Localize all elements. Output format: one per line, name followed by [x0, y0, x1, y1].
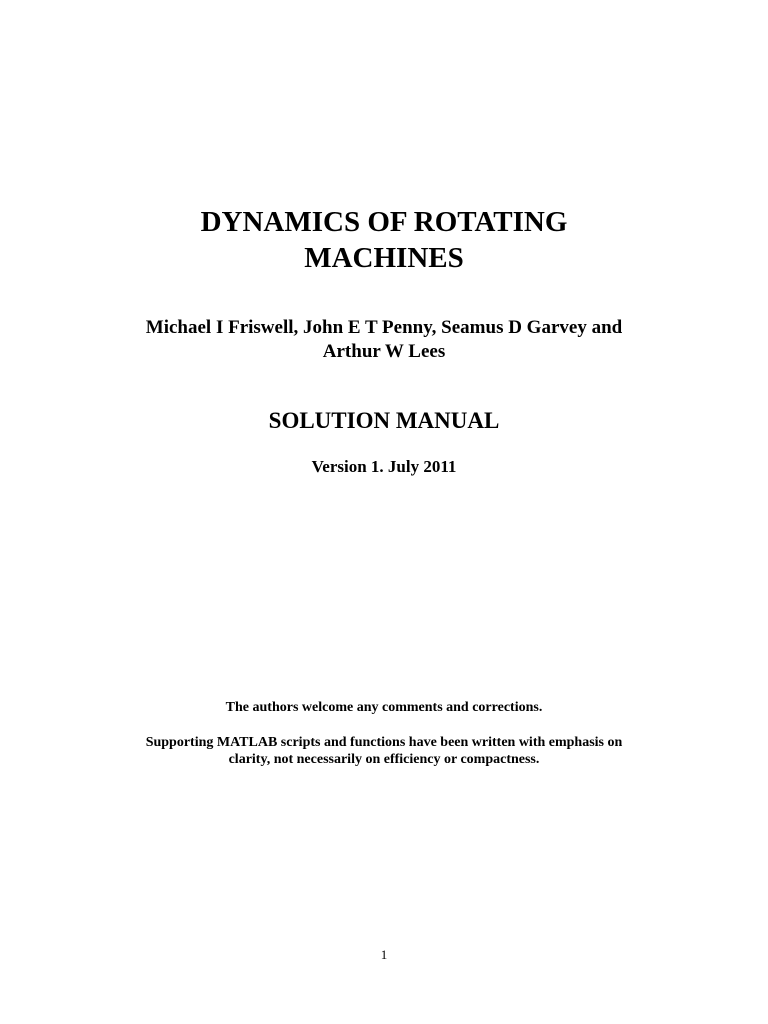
matlab-note-line-2: clarity, not necessarily on efficiency or compactness. — [228, 752, 540, 767]
document-title — [0, 204, 768, 276]
version-label: Version 1. July 2011 — [311, 457, 457, 476]
authors-line-2: Arthur W Lees — [322, 341, 446, 362]
title-line-2: MACHINES — [304, 242, 464, 274]
matlab-note-line-1: Supporting MATLAB scripts and functions have been written with emphasis on — [145, 735, 623, 750]
page-number: 1 — [380, 947, 388, 962]
comments-note: The authors welcome any comments and corrections. — [225, 700, 543, 715]
authors — [0, 316, 768, 364]
title-line-1: DYNAMICS OF ROTATING — [200, 206, 568, 238]
authors-line-1: Michael I Friswell, John E T Penny, Seamus D Garvey and — [145, 317, 623, 338]
document-subtitle: SOLUTION MANUAL — [268, 408, 500, 433]
matlab-note — [0, 734, 768, 768]
